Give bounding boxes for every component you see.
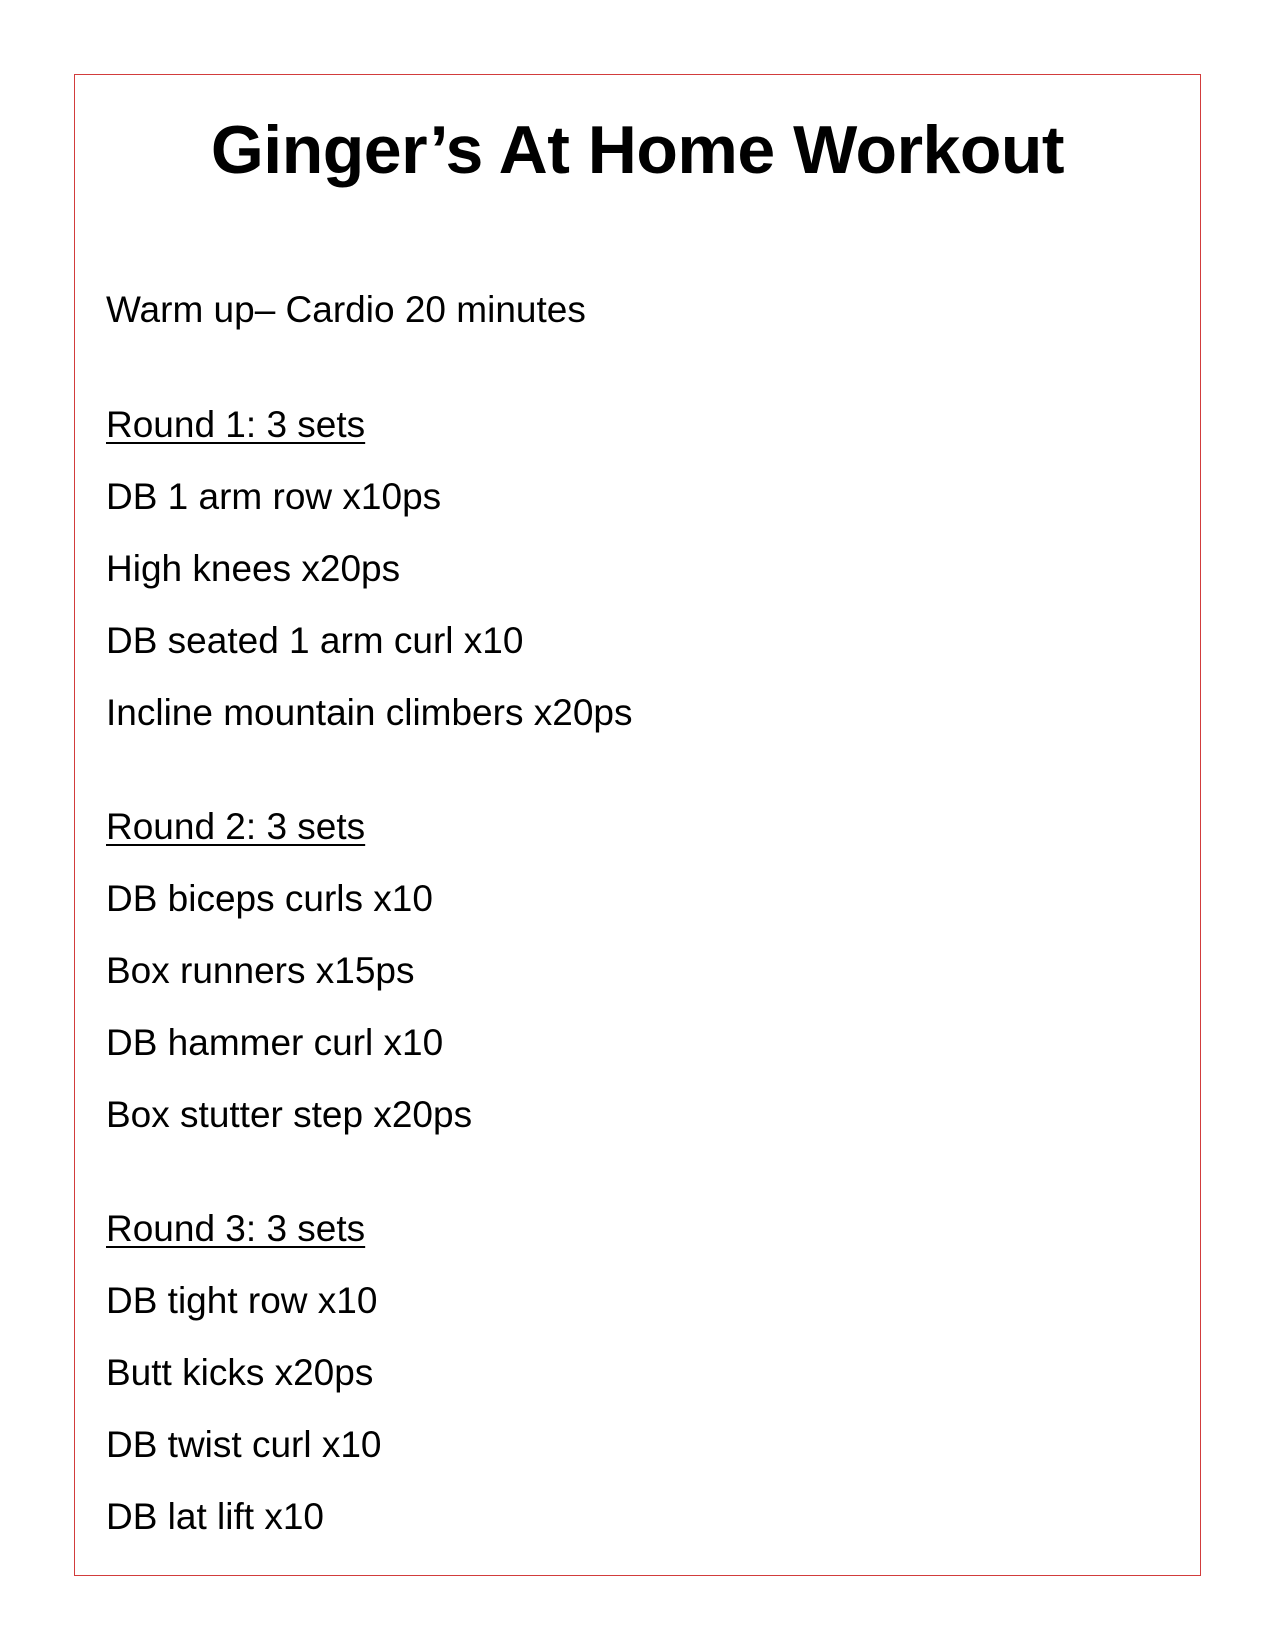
round-1-exercise-4: Incline mountain climbers x20ps [106,692,633,733]
round-2-exercise-3: DB hammer curl x10 [106,1022,444,1063]
round-2-exercise-2: Box runners x15ps [106,950,415,991]
round-2-heading: Round 2: 3 sets [106,806,366,847]
page-title: Ginger’s At Home Workout [210,112,1065,188]
round-3-exercise-1: DB tight row x10 [106,1280,378,1321]
round-3-exercise-4: DB lat lift x10 [106,1496,324,1537]
round-3-exercise-2: Butt kicks x20ps [106,1352,374,1393]
round-2-exercise-1: DB biceps curls x10 [106,878,433,919]
round-3-heading: Round 3: 3 sets [106,1208,366,1249]
round-1-exercise-3: DB seated 1 arm curl x10 [106,620,524,661]
round-3-exercise-3: DB twist curl x10 [106,1424,382,1465]
round-1-exercise-2: High knees x20ps [106,548,401,589]
round-1-heading: Round 1: 3 sets [106,404,366,445]
round-1-exercise-1: DB 1 arm row x10ps [106,476,442,517]
round-2-exercise-4: Box stutter step x20ps [106,1094,473,1135]
warmup-text: Warm up– Cardio 20 minutes [106,289,586,330]
